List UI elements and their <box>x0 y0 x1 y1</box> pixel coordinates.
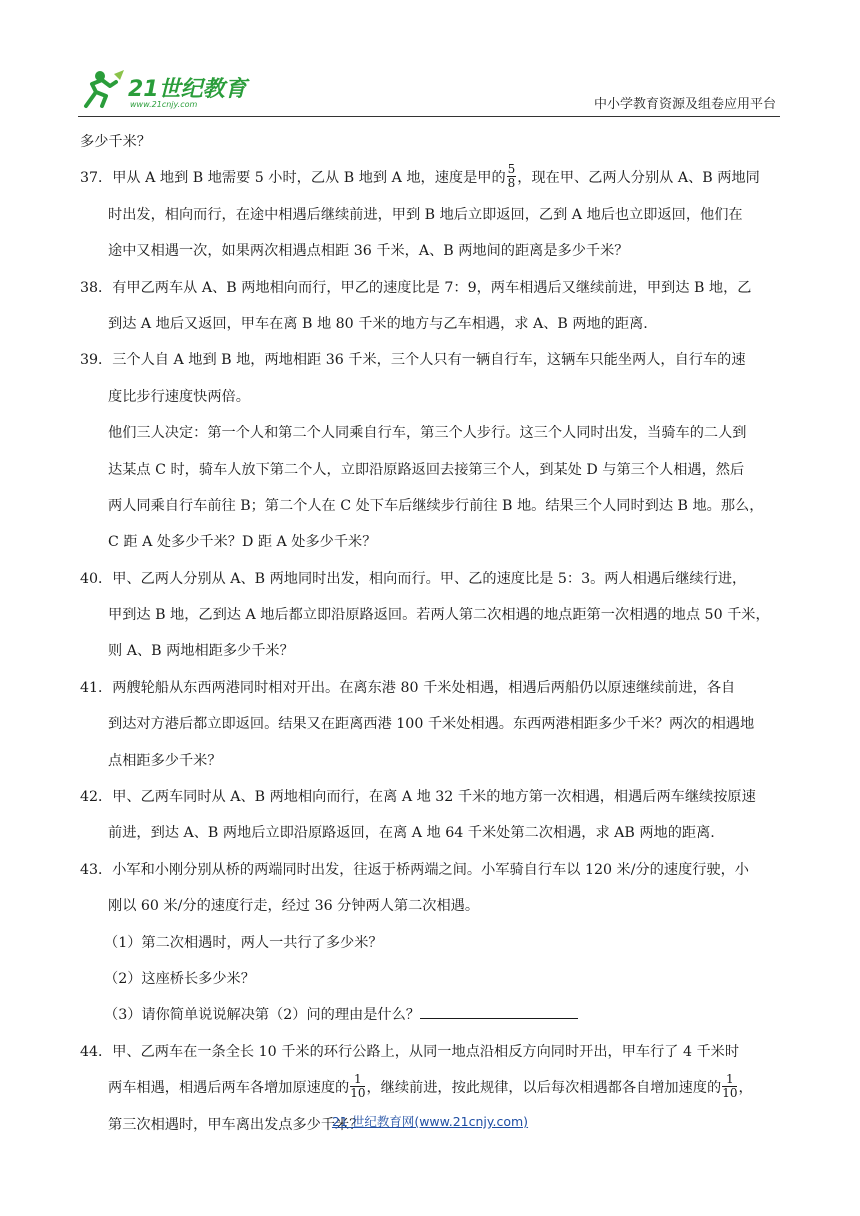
fraction-5-8: $\frac{5}{8}$ <box>507 161 516 190</box>
problem-43-question-3: （3）请你简单说说解决第（2）问的理由是什么？ <box>80 997 778 1033</box>
problem-37-line-3: 途中又相遇一次，如果两次相遇点相距 36 千米，A、B 两地间的距离是多少千米？ <box>108 243 629 260</box>
problem-43-line-1: 43．小军和小刚分别从桥的两端同时出发，往返于桥两端之间。小军骑自行车以 120 米/分的速度行驶，小 <box>80 861 749 878</box>
problem-list <box>80 124 778 1143</box>
problem-43-line-2: 刚以 60 米/分的速度行走，经过 36 分钟两人第二次相遇。 <box>108 898 480 915</box>
problem-39-line-1: 39．三个人自 A 地到 B 地，两地相距 36 千米，三个人只有一辆自行车，这辆车只能坐两人，自行车的速 <box>80 352 746 369</box>
problem-41-line-1: 41．两艘轮船从东西两港同时相对开出。在离东港 80 千米处相遇，相遇后两船仍以原速继续前进，各自 <box>80 679 736 696</box>
problem-40-line-1: 40．甲、乙两人分别从 A、B 两地同时出发，相向而行。甲、乙的速度比是 5：3。两人相遇后继续行进， <box>80 570 747 587</box>
svg-text:21世纪教育: 21世纪教育 <box>128 77 247 102</box>
platform-title: 中小学教育资源及组卷应用平台 <box>593 97 776 112</box>
problem-43-question-2: （2）这座桥长多少米？ <box>104 970 255 987</box>
problem-44-line-2: 两车相遇，相遇后两车各增加原速度的 $\frac{1}{10}$ ，继续前进，按此规律，以后每次相遇都各自增加速度的 $\frac{1}{10}$ ， <box>108 1071 753 1100</box>
problem-39-line-4: 达某点 C 时，骑车人放下第二个人，立即沿原路返回去接第三个人，到某处 D 与第三个人相遇，然后 <box>108 461 745 478</box>
problem-40-line-2: 甲到达 B 地，乙到达 A 地后都立即沿原路返回。若两人第二次相遇的地点距第一次相遇的地点 50 千米， <box>108 607 770 624</box>
problem-41-line-2: 到达对方港后都立即返回。结果又在距离西港 100 千米处相遇。东西两港相距多少千米？两次的相遇地 <box>108 716 755 733</box>
problem-38-line-2: 到达 A 地后又返回，甲车在离 B 地 80 千米的地方与乙车相遇，求 A、B 两地的距离. <box>108 315 648 332</box>
problem-38-line-1: 38．有甲乙两车从 A、B 两地相向而行，甲乙的速度比是 7：9，两车相遇后又继续前进，甲到达 B 地，乙 <box>80 279 752 296</box>
problem-42-line-1: 42．甲、乙两车同时从 A、B 两地相向而行，在离 A 地 32 千米的地方第一次相遇，相遇后两车继续按原速 <box>80 789 756 806</box>
problem-42-line-2: 前进，到达 A、B 两地后立即沿原路返回，在离 A 地 64 千米处第二次相遇，求 AB 两地的距离. <box>108 825 715 842</box>
runner-logo-icon <box>80 66 260 110</box>
page-footer <box>0 1112 860 1130</box>
problem-39-line-3: 他们三人决定：第一个人和第二个人同乘自行车，第三个人步行。这三个人同时出发，当骑车的二人到 <box>108 425 747 442</box>
problem-37-line-1: 37．甲从 A 地到 B 地需要 5 小时，乙从 B 地到 A 地，速度是甲的 $\frac{5}{8}$ ，现在甲、乙两人分别从 A、B 两地同 <box>80 161 760 190</box>
footer-link[interactable]: 21 世纪教育网(www.21cnjy.com) <box>331 1114 529 1129</box>
problem-36-tail: 多少千米？ <box>80 134 151 150</box>
problem-40-line-3: 则 A、B 两地相距多少千米？ <box>108 643 294 660</box>
site-logo[interactable] <box>80 66 260 110</box>
answer-blank[interactable] <box>420 1004 578 1019</box>
problem-39-line-5: 两人同乘自行车前往 B；第二个人在 C 处下车后继续步行前往 B 地。结果三个人同时到达 B 地。那么， <box>108 497 764 514</box>
page-header <box>78 64 780 117</box>
problem-44-line-3: 第三次相遇时，甲车离出发点多少千米？ <box>108 1116 364 1133</box>
problem-39-line-2: 度比步行速度快两倍。 <box>108 388 250 405</box>
fraction-1-10: $\frac{1}{10}$ <box>350 1071 366 1100</box>
svg-text:www.21cnjy.com: www.21cnjy.com <box>130 100 198 109</box>
problem-39-line-6: C 距 A 处多少千米？D 距 A 处多少千米？ <box>108 534 377 551</box>
problem-44-line-1: 44．甲、乙两车在一条全长 10 千米的环行公路上，从同一地点沿相反方向同时开出，甲车行了 4 千米时 <box>80 1043 740 1060</box>
problem-41-line-3: 点相距多少千米？ <box>108 752 222 769</box>
problem-43-question-1: （1）第二次相遇时，两人一共行了多少米？ <box>104 934 383 951</box>
fraction-1-10-second: $\frac{1}{10}$ <box>722 1071 738 1100</box>
problem-37-line-2: 时出发，相向而行，在途中相遇后继续前进，甲到 B 地后立即返回，乙到 A 地后也立即返回，他们在 <box>108 206 743 223</box>
